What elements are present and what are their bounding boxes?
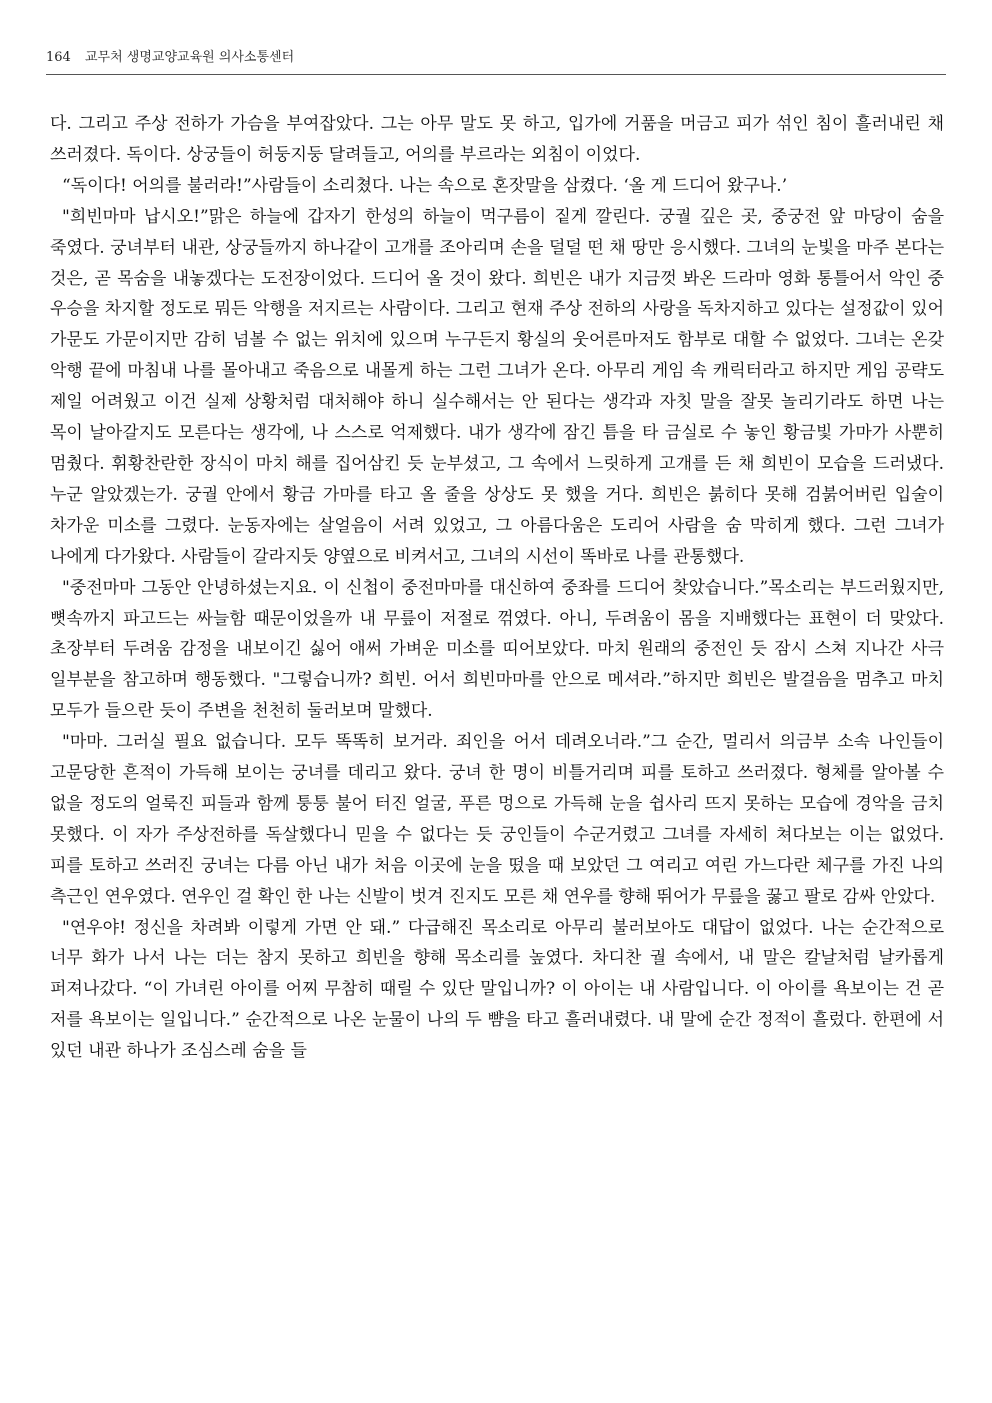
paragraph: “독이다! 어의를 불러라!”사람들이 소리쳤다. 나는 속으로 혼잣말을 삼켰다. ‘올 게 드디어 왔구나.’ bbox=[62, 175, 788, 196]
header-divider bbox=[46, 74, 946, 75]
paragraph: "마마. 그러실 필요 없습니다. 모두 똑똑히 보거라. 죄인을 어서 데려오너라.”그 순간, 멀리서 의금부 소속 나인들이 고문당한 흔적이 가득해 보이는 궁녀를 데리고 왔다. 궁녀 한 명이 비틀거리며 피를 토하고 쓰러졌다. 형체를 알아볼 수 없을 정도의 얼룩진 피들과 함께 퉁퉁 불어 터진 얼굴, 푸른 멍으로 가득해 눈을 쉽사리 뜨지 못하는 모습에 경악을 금치 못했다. 이 자가 주상전하를 독살했다니 믿을 수 없다는 듯 궁인들이 수군거렸고 그녀를 자세히 쳐다보는 이는 없었다. 피를 토하고 쓰러진 궁녀는 다름 아닌 내가 처음 이곳에 눈을 떴을 때 보았던 그 여리고 여린 가느다란 체구를 가진 나의 측근인 연우였다. 연우인 걸 확인 한 나는 신발이 벗겨 진지도 모른 채 연우를 향해 뛰어가 무릎을 꿇고 팔로 감싸 안았다. bbox=[50, 732, 944, 907]
paragraph: "희빈마마 납시오!”맑은 하늘에 갑자기 한성의 하늘이 먹구름이 짙게 깔린다. 궁궐 깊은 곳, 중궁전 앞 마당이 숨을 죽였다. 궁녀부터 내관, 상궁들까지 하나같이 고개를 조아리며 손을 덜덜 떤 채 땅만 응시했다. 그녀의 눈빛을 마주 본다는 것은, 곧 목숨을 내놓겠다는 도전장이었다. 드디어 올 것이 왔다. 희빈은 내가 지금껏 봐온 드라마 영화 통틀어서 악인 중 우승을 차지할 정도로 뭐든 악행을 저지르는 사람이다. 그리고 현재 주상 전하의 사랑을 독차지하고 있다는 설정값이 있어 가문도 가문이지만 감히 넘볼 수 없는 위치에 있으며 누구든지 황실의 웃어른마저도 함부로 대할 수 없었다. 그녀는 온갖 악행 끝에 마침내 나를 몰아내고 죽음으로 내몰게 하는 그런 그녀가 온다. 아무리 게임 속 캐릭터라고 하지만 게임 공략도 제일 어려웠고 이건 실제 상황처럼 대처해야 하니 실수해서는 안 된다는 생각과 자칫 말을 잘못 놀리기라도 하면 나는 목이 날아갈지도 모른다는 생각에, 나 스스로 억제했다. 내가 생각에 잠긴 틈을 타 금실로 수 놓인 황금빛 가마가 사뿐히 멈췄다. 휘황찬란한 장식이 마치 해를 집어삼킨 듯 눈부셨고, 그 속에서 느릿하게 고개를 든 채 희빈이 모습을 드러냈다. 누군 알았겠는가. 궁궐 안에서 황금 가마를 타고 올 줄을 상상도 못 했을 거다. 희빈은 붉히다 못해 검붉어버린 입술이 차가운 미소를 그렸다. 눈동자에는 살얼음이 서려 있었고, 그 아름다움은 도리어 사람을 숨 막히게 했다. 그런 그녀가 나에게 다가왔다. 사람들이 갈라지듯 양옆으로 비켜서고, 그녀의 시선이 똑바로 나를 관통했다. bbox=[50, 206, 944, 567]
paragraph: 다. 그리고 주상 전하가 가슴을 부여잡았다. 그는 아무 말도 못 하고, 입가에 거품을 머금고 피가 섞인 침이 흘러내린 채 쓰러졌다. 독이다. 상궁들이 허둥지둥 달려들고, 어의를 부르라는 외침이 이었다. bbox=[50, 114, 944, 165]
body-text bbox=[50, 109, 944, 1067]
page-number: 164 bbox=[46, 50, 71, 65]
paragraph: "중전마마 그동안 안녕하셨는지요. 이 신첩이 중전마마를 대신하여 중좌를 드디어 찾았습니다.”목소리는 부드러웠지만, 뼛속까지 파고드는 싸늘함 때문이었을까 내 무릎이 저절로 꺾였다. 아니, 두려움이 몸을 지배했다는 표현이 더 맞았다. 초장부터 두려움 감정을 내보이긴 싫어 애써 가벼운 미소를 띠어보았다. 마치 원래의 중전인 듯 잠시 스쳐 지나간 사극 일부분을 참고하며 행동했다. "그렇습니까? 희빈. 어서 희빈마마를 안으로 메셔라.”하지만 희빈은 발걸음을 멈추고 마치 모두가 들으란 듯이 주변을 천천히 둘러보며 말했다. bbox=[50, 577, 944, 722]
paragraph: "연우야! 정신을 차려봐 이렇게 가면 안 돼.” 다급해진 목소리로 아무리 불러보아도 대답이 없었다. 나는 순간적으로 너무 화가 나서 나는 더는 참지 못하고 희빈을 향해 목소리를 높였다. 차디찬 궐 속에서, 내 말은 칼날처럼 날카롭게 퍼져나갔다. “이 가녀린 아이를 어찌 무참히 때릴 수 있단 말입니까? 이 아이는 내 사람입니다. 이 아이를 욕보이는 건 곧 저를 욕보이는 일입니다.” 순간적으로 나온 눈물이 나의 두 뺨을 타고 흘러내렸다. 내 말에 순간 정적이 흘렀다. 한편에 서 있던 내관 하나가 조심스레 숨을 들 bbox=[50, 917, 944, 1062]
header-title: 교무처 생명교양교육원 의사소통센터 bbox=[84, 50, 295, 65]
page-header bbox=[46, 50, 946, 66]
